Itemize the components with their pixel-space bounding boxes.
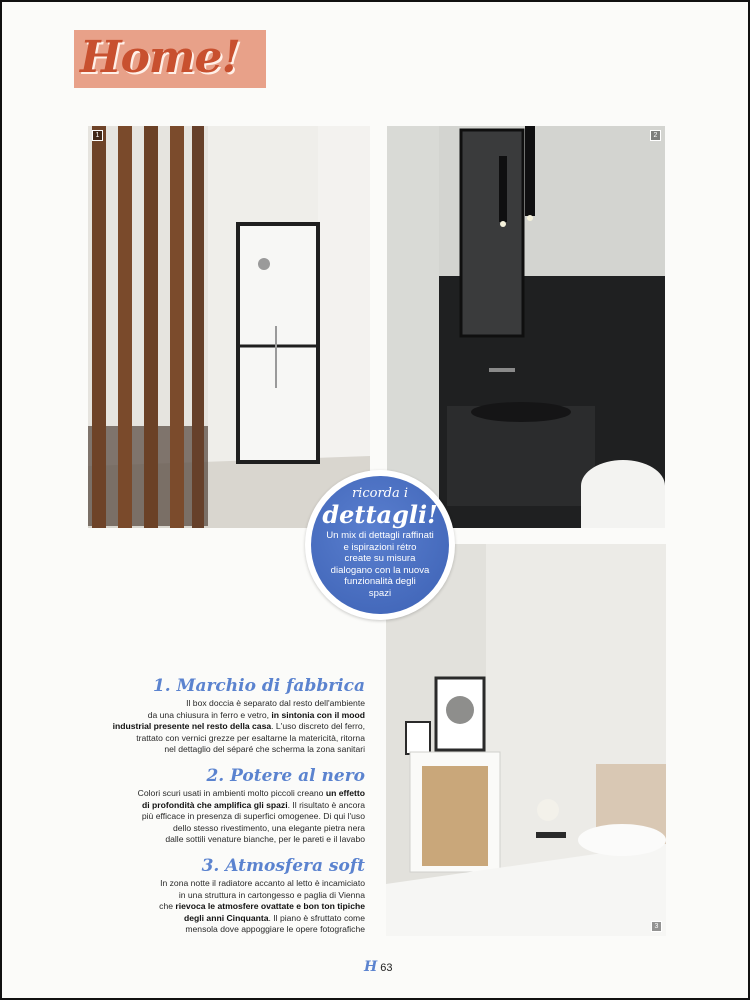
body-line xyxy=(138,811,365,823)
bold-text: degli anni Cinquanta xyxy=(183,912,269,923)
body-line xyxy=(159,924,365,936)
body-line xyxy=(113,710,365,722)
body-text: . Il risultato è ancora xyxy=(287,799,365,810)
badge-line: spazi xyxy=(368,587,392,599)
dark-washbasin-illustration xyxy=(387,126,665,528)
badge-body xyxy=(317,530,443,600)
photo-3-number: 3 xyxy=(651,921,662,932)
bathroom-wood-slats-illustration xyxy=(88,126,370,528)
home-logo xyxy=(74,30,266,88)
page-number: 63 xyxy=(380,962,393,974)
body-line xyxy=(113,721,365,733)
bold-text: industrial presente nel resto della casa xyxy=(112,721,272,732)
section-body-3 xyxy=(159,878,365,936)
bold-text: rievoca le atmosfere ovattate e bon ton tipiche xyxy=(175,901,365,912)
body-text: . Il piano è sfruttato come xyxy=(268,912,365,923)
section-title-1: 1. Marchio di fabbrica xyxy=(152,676,365,696)
badge-line: funzionalità degli xyxy=(344,576,416,588)
bedroom-radiator-photo xyxy=(386,544,666,936)
body-line xyxy=(113,698,365,710)
badge-line: dialogano con la nuova xyxy=(330,564,430,576)
badge-line: Un mix di dettagli raffinati xyxy=(326,530,434,541)
body-line xyxy=(113,733,365,745)
body-text: Colori scuri usati in ambienti molto piccoli creano xyxy=(137,788,326,798)
body-text: nel dettaglio del séparé che scherma la zona sanitari xyxy=(164,744,365,755)
photo-2-number: 2 xyxy=(650,130,661,141)
section-body-2 xyxy=(138,788,365,846)
details-badge xyxy=(305,470,455,620)
section-body-1 xyxy=(113,698,365,756)
body-line xyxy=(113,744,365,756)
body-line xyxy=(138,800,365,812)
body-line xyxy=(159,901,365,913)
body-text: mensola dove appoggiare le opere fotografiche xyxy=(185,924,365,935)
logo-text: Home! xyxy=(80,32,240,83)
body-text: da una chiusura in ferro e vetro, xyxy=(147,709,272,720)
body-line xyxy=(138,788,365,800)
body-text: in una struttura in cartongesso e paglia di Vienna xyxy=(178,889,365,900)
section-title-2: 2. Potere al nero xyxy=(206,766,365,786)
body-text: . L'uso discreto del ferro, xyxy=(271,721,365,732)
body-line xyxy=(159,878,365,890)
bold-text: di profondità che amplifica gli spazi xyxy=(141,799,288,810)
badge-circle xyxy=(311,476,449,614)
body-text: dalle sottili venature bianche, per le pareti e il lavabo xyxy=(165,834,365,845)
badge-headline: dettagli! xyxy=(322,500,438,529)
bathroom-wood-slats-photo xyxy=(88,126,370,528)
badge-top-text: ricorda i xyxy=(351,486,409,501)
body-text: In zona notte il radiatore accanto al letto è incamiciato xyxy=(160,878,365,888)
section-title-3: 3. Atmosfera soft xyxy=(201,856,365,876)
bold-text: un effetto xyxy=(325,788,365,798)
bedroom-illustration xyxy=(386,544,666,936)
body-text: che xyxy=(159,901,176,912)
folio-letter: H xyxy=(364,959,378,975)
badge-line: create su misura xyxy=(344,553,416,565)
bold-text: in sintonia con il mood xyxy=(271,709,365,720)
page-folio xyxy=(364,959,393,975)
badge-line: e ispirazioni rétro xyxy=(343,541,417,553)
body-line xyxy=(138,823,365,835)
body-line xyxy=(138,834,365,846)
photo-1-number: 1 xyxy=(92,130,103,141)
body-line xyxy=(159,913,365,925)
body-text: più efficace in presenza di superfici omogenee. Di qui l'uso xyxy=(141,811,365,822)
body-text: dello stesso rivestimento, una elegante pietra nera xyxy=(172,822,365,833)
body-text: trattato con vernici grezze per esaltarne la matericità, ritorna xyxy=(136,732,365,743)
body-line xyxy=(159,890,365,902)
dark-stone-washbasin-photo xyxy=(387,126,665,528)
body-text: Il box doccia è separato dal resto dell'ambiente xyxy=(186,698,365,708)
